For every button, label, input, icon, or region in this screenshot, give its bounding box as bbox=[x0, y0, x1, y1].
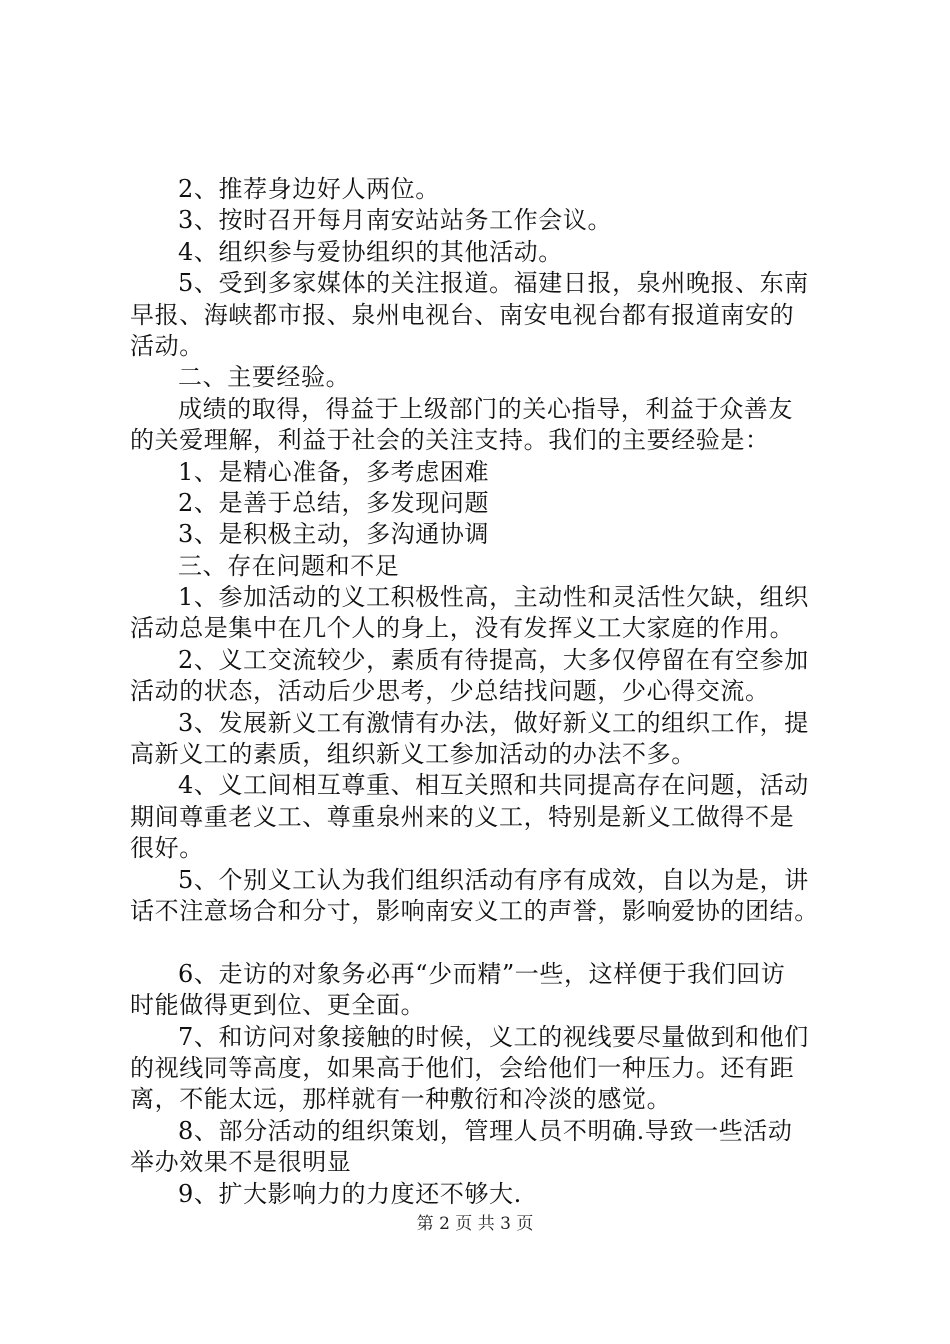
text-line: 2、义工交流较少，素质有待提高，大多仅停留在有空参加 bbox=[178, 645, 809, 674]
text-line: 很好。 bbox=[130, 834, 204, 863]
text-line: 7、和访问对象接触的时候，义工的视线要尽量做到和他们 bbox=[178, 1022, 809, 1051]
text-line: 活动。 bbox=[130, 331, 204, 360]
text-line: 5、受到多家媒体的关注报道。福建日报，泉州晚报、东南 bbox=[178, 269, 809, 298]
text-line: 1、参加活动的义工积极性高，主动性和灵活性欠缺，组织 bbox=[178, 583, 809, 612]
text-line: 5、个别义工认为我们组织活动有序有成效，自以为是，讲 bbox=[178, 865, 809, 894]
text-line: 1、是精心准备，多考虑困难 bbox=[178, 457, 490, 486]
text-line: 三、存在问题和不足 bbox=[178, 551, 400, 580]
text-line: 话不注意场合和分寸，影响南安义工的声誉，影响爱协的团结。 bbox=[130, 896, 819, 925]
text-line: 高新义工的素质，组织新义工参加活动的办法不多。 bbox=[130, 740, 696, 769]
blank-line bbox=[130, 927, 860, 958]
text-line: 2、是善于总结，多发现问题 bbox=[178, 488, 490, 517]
text-line: 成绩的取得，得益于上级部门的关心指导，利益于众善友 bbox=[178, 394, 793, 423]
text-line: 期间尊重老义工、尊重泉州来的义工，特别是新义工做得不是 bbox=[130, 802, 795, 831]
text-line: 举办效果不是很明显 bbox=[130, 1148, 352, 1177]
text-line: 4、义工间相互尊重、相互关照和共同提高存在问题，活动 bbox=[178, 771, 809, 800]
text-line: 活动总是集中在几个人的身上，没有发挥义工大家庭的作用。 bbox=[130, 614, 795, 643]
text-line: 4、组织参与爱协组织的其他活动。 bbox=[178, 237, 563, 266]
text-line: 的关爱理解，利益于社会的关注支持。我们的主要经验是： bbox=[130, 426, 770, 455]
text-line: 6、走访的对象务必再“少而精”一些，这样便于我们回访 bbox=[178, 959, 786, 988]
text-line: 时能做得更到位、更全面。 bbox=[130, 991, 426, 1020]
text-line: 二、主要经验。 bbox=[178, 363, 351, 392]
text-line: 离，不能太远，那样就有一种敷衍和冷淡的感觉。 bbox=[130, 1085, 672, 1114]
text-line: 的视线同等高度，如果高于他们，会给他们一种压力。还有距 bbox=[130, 1053, 795, 1082]
text-line: 3、按时召开每月南安站站务工作会议。 bbox=[178, 206, 613, 235]
text-line: 8、部分活动的组织策划，管理人员不明确.导致一些活动 bbox=[178, 1116, 793, 1145]
page-footer: 第 2 页 共 3 页 bbox=[416, 1214, 534, 1234]
text-line: 2、推荐身边好人两位。 bbox=[178, 175, 440, 203]
text-line: 9、扩大影响力的力度还不够大. bbox=[178, 1179, 522, 1208]
text-line: 3、是积极主动，多沟通协调 bbox=[178, 520, 490, 549]
text-line: 3、发展新义工有激情有办法，做好新义工的组织工作，提 bbox=[178, 708, 809, 737]
text-line: 早报、海峡都市报、泉州电视台、南安电视台都有报道南安的 bbox=[130, 300, 795, 329]
text-line: 活动的状态，活动后少思考，少总结找问题，少心得交流。 bbox=[130, 677, 770, 706]
document-body bbox=[130, 174, 860, 1210]
